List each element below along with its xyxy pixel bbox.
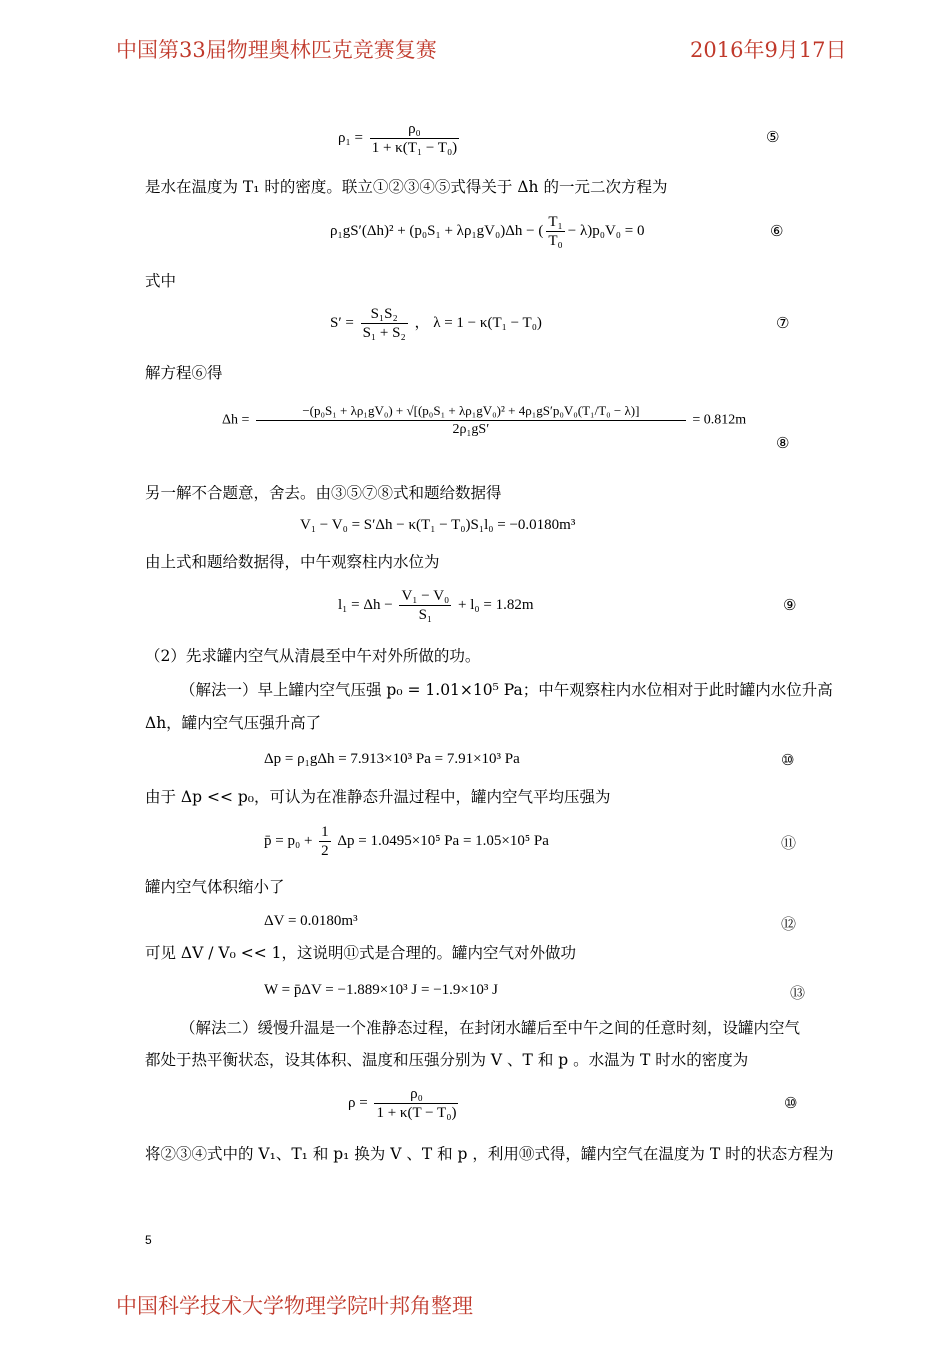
equation-7: S′ = $\frac{\text{S₁S₂}}{\text{S₁ + S₂}}$ ， λ = 1 − κ(T₁ − T₀)	[330, 306, 542, 341]
equation-tag-5: ⑤	[766, 128, 780, 146]
paragraph-2: 式中	[145, 272, 177, 290]
equation-tag-9: ⑨	[783, 596, 797, 614]
paragraph-9: 由于 Δp << p₀，可认为在准静态升温过程中，罐内空气平均压强为	[145, 788, 611, 806]
header-title: 中国第33届物理奥林匹克竞赛复赛	[116, 38, 437, 62]
paragraph-1: 是水在温度为 T₁ 时的密度。联立①②③④⑤式得关于 Δh 的一元二次方程为	[145, 178, 668, 196]
equation-8: Δh = −(p₀S₁ + λρ₁gV₀) + √[(p₀S₁ + λρ₁gV₀)² + 4ρ₁gS′p₀V₀(T₁/T₀ − λ)] 2ρ₁gS′ = 0.812m	[222, 403, 747, 437]
equation-tag-13: ⑬	[790, 984, 806, 1002]
page-number: 5	[145, 1233, 152, 1247]
equation-12: ΔV = 0.0180m³	[264, 913, 358, 929]
equation-tag-11: ⑪	[781, 834, 797, 852]
equation-tag-6: ⑥	[770, 222, 784, 240]
paragraph-11: 可见 ΔV / V₀ << 1，这说明⑪式是合理的。罐内空气对外做功	[145, 944, 576, 962]
equation-10-density: ρ = $\frac{\text{ρ₀}}{\text{1 + κ(T − T₀)}}$	[348, 1086, 457, 1121]
paragraph-6: （2）先求罐内空气从清晨至中午对外所做的功。	[145, 647, 481, 665]
paragraph-4: 另一解不合题意，舍去。由③⑤⑦⑧式和题给数据得	[145, 484, 502, 502]
equation-tag-8: ⑧	[776, 434, 790, 452]
equation-13: W = p̄ΔV = −1.889×10³ J = −1.9×10³ J	[264, 982, 498, 998]
paragraph-10: 罐内空气体积缩小了	[145, 878, 285, 896]
paragraph-12: （解法二）缓慢升温是一个准静态过程，在封闭水罐后至中午之间的任意时刻，设罐内空气	[180, 1019, 801, 1037]
equation-9: l₁ = Δh − $\frac{\text{V₁ − V₀}}{\text{S₁}}$ + l₀ = 1.82m	[338, 588, 534, 623]
equation-5: ρ₁ = $\frac{\text{ρ₀}}{\text{1 + κ(T₁ − T₀)}}$	[338, 121, 458, 156]
header-date: 2016年9月17日	[690, 38, 847, 62]
paragraph-14: 将②③④式中的 V₁、T₁ 和 p₁ 换为 V 、T 和 p ，利用⑩式得，罐内空气在温度为 T 时的状态方程为	[145, 1145, 834, 1163]
equation-10: Δp = ρ₁gΔh = 7.913×10³ Pa = 7.91×10³ Pa	[264, 751, 520, 767]
paragraph-5: 由上式和题给数据得，中午观察柱内水位为	[145, 553, 440, 571]
equation-11: p̄ = p₀ + $\frac{1}{2}$ Δp = 1.0495×10⁵ Pa = 1.05×10⁵ Pa	[264, 824, 549, 859]
equation-tag-10-density: ⑩	[784, 1094, 798, 1112]
footer-credit: 中国科学技术大学物理学院叶邦角整理	[116, 1294, 473, 1318]
equation-tag-10: ⑩	[781, 751, 795, 769]
equation-tag-7: ⑦	[776, 314, 790, 332]
paragraph-3: 解方程⑥得	[145, 364, 223, 382]
equation-6: ρ₁gS′(Δh)² + (p₀S₁ + λρ₁gV₀)Δh − ( $\frac{\text{T₁}}{\text{T₀}}$ − λ)p₀V₀ = 0	[330, 214, 645, 249]
equation-volume-change: V₁ − V₀ = S′Δh − κ(T₁ − T₀)S₁l₀ = −0.0180m³	[300, 517, 576, 533]
paragraph-7: （解法一）早上罐内空气压强 p₀ = 1.01×10⁵ Pa；中午观察柱内水位相对于此时罐内水位升高	[180, 681, 833, 699]
paragraph-13: 都处于热平衡状态，设其体积、温度和压强分别为 V 、T 和 p 。水温为 T 时水的密度为	[145, 1051, 749, 1069]
equation-tag-12: ⑫	[781, 915, 797, 933]
paragraph-8: Δh，罐内空气压强升高了	[145, 714, 322, 732]
